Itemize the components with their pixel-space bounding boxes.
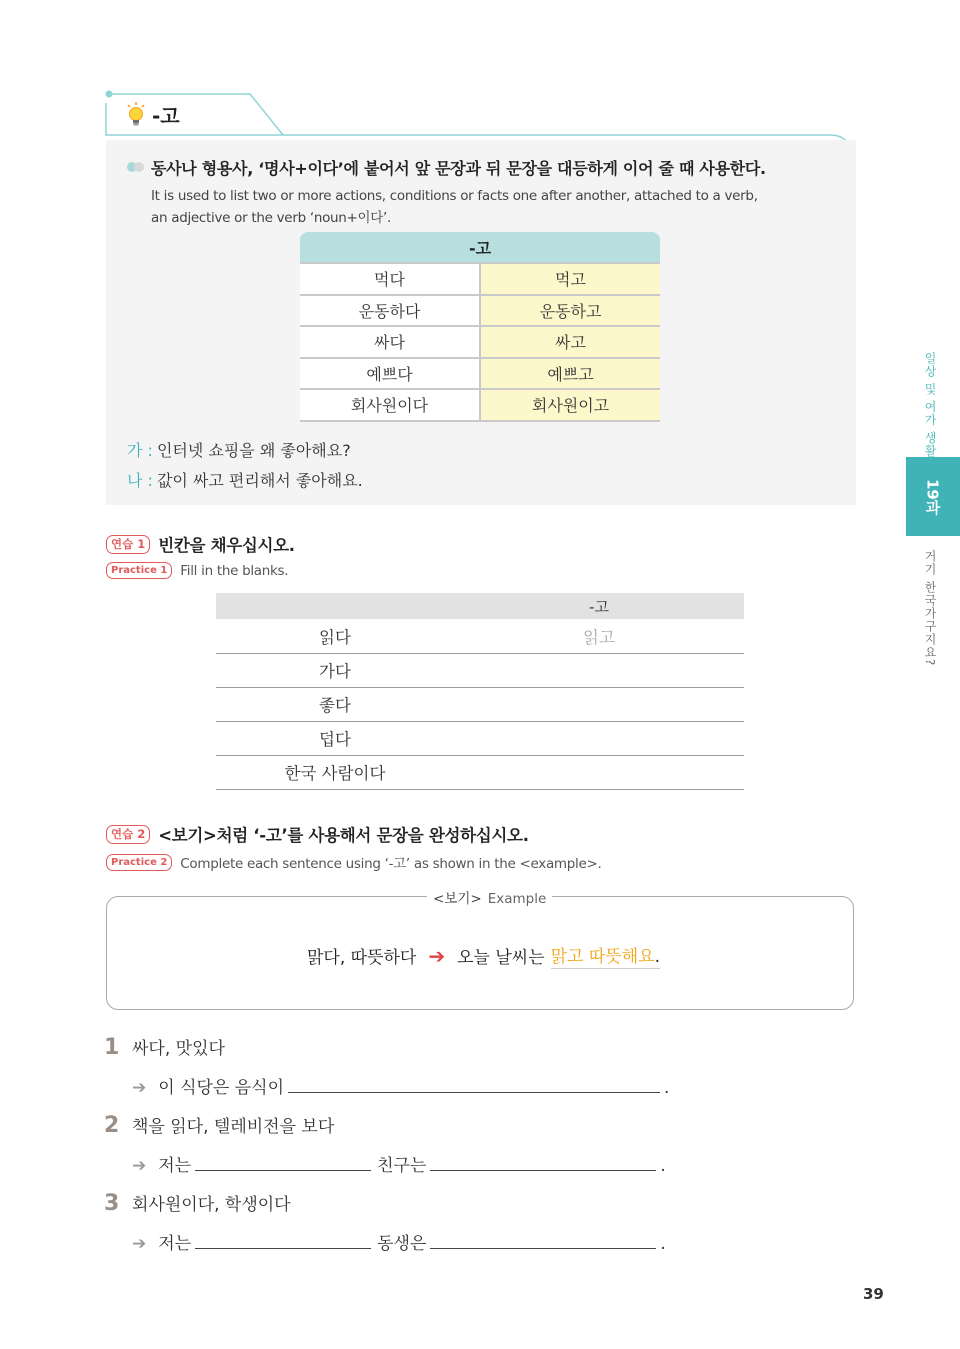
answer-blank[interactable] xyxy=(430,1153,656,1171)
table-row xyxy=(300,389,660,421)
practice1-badge-kr: 연습 1 xyxy=(106,535,150,554)
table-row xyxy=(300,358,660,390)
page-number: 39 xyxy=(863,1285,884,1303)
table-row xyxy=(300,263,660,295)
exercise-1-question xyxy=(104,1034,225,1060)
dialog-speaker: 가 : xyxy=(127,441,153,460)
example-label-en: Example xyxy=(487,891,547,907)
answer-blank[interactable] xyxy=(195,1231,371,1249)
fill-cell-answer[interactable]: 읽고 xyxy=(454,619,744,653)
grammar-desc-en-line1: It is used to list two or more actions, conditions or facts one after another, attached to a verb, xyxy=(151,188,758,204)
example-label xyxy=(427,887,552,907)
table-cell-form: 회사원이고 xyxy=(480,389,660,421)
practice2-badge-kr: 연습 2 xyxy=(106,825,150,844)
exercise-3-question xyxy=(104,1190,291,1216)
answer-blank[interactable] xyxy=(430,1231,656,1249)
exercise-lead: 이 식당은 음식이 xyxy=(158,1078,285,1098)
dialog-line-a xyxy=(127,438,351,461)
lightbulb-icon xyxy=(126,102,146,128)
grammar-desc-kr: 동사나 형용사, ‘명사+이다’에 붙어서 앞 문장과 뒤 문장을 대등하게 이어 줄 때 사용한다. xyxy=(151,159,766,178)
bullet-icon xyxy=(127,162,145,172)
table-cell-base: 싸다 xyxy=(300,326,480,358)
exercise-lead: 저는 xyxy=(158,1156,192,1176)
table-row xyxy=(300,295,660,327)
grammar-desc-en-line2: an adjective or the verb ‘noun+이다’. xyxy=(151,210,392,226)
fill-cell-base: 가다 xyxy=(216,653,454,687)
fill-cell-answer[interactable] xyxy=(454,721,744,755)
arrow-right-icon: ➔ xyxy=(132,1078,147,1098)
exercise-lead-2: 친구는 xyxy=(377,1156,427,1176)
conjugation-table xyxy=(300,232,660,422)
table-row xyxy=(216,619,744,653)
grammar-title xyxy=(126,100,180,129)
dialog-text: 인터넷 쇼핑을 왜 좋아해요? xyxy=(156,441,351,460)
exercise-1-answer: ➔ 이 식당은 음식이 . xyxy=(132,1073,669,1098)
practice1-title-kr: 빈칸을 채우십시오. xyxy=(158,536,295,555)
fill-cell-answer[interactable] xyxy=(454,755,744,789)
exercise-number: 2 xyxy=(104,1113,120,1138)
exercise-number: 1 xyxy=(104,1035,120,1060)
arrow-right-icon: ➔ xyxy=(132,1234,147,1254)
table-cell-base: 먹다 xyxy=(300,263,480,295)
exercise-lead: 저는 xyxy=(158,1234,192,1254)
dialog-line-b xyxy=(127,468,363,491)
table-cell-base: 회사원이다 xyxy=(300,389,480,421)
practice2-title xyxy=(106,822,529,846)
exercise-prompt: 책을 읽다, 텔레비전을 보다 xyxy=(132,1117,335,1137)
exercise-2-question xyxy=(104,1112,334,1138)
practice2-subtitle xyxy=(106,852,602,872)
arrow-right-icon: ➔ xyxy=(132,1156,147,1176)
table-cell-form: 먹고 xyxy=(480,263,660,295)
practice2-title-kr: <보기>처럼 ‘-고’를 사용해서 문장을 완성하십시오. xyxy=(158,826,529,845)
exercise-2-answer: ➔ 저는 친구는 . xyxy=(132,1151,666,1176)
exercise-prompt: 회사원이다, 학생이다 xyxy=(132,1195,291,1215)
practice1-title-en: Fill in the blanks. xyxy=(180,562,289,579)
table-row xyxy=(216,653,744,687)
fill-cell-base: 한국 사람이다 xyxy=(216,755,454,789)
table-cell-base: 예쁘다 xyxy=(300,358,480,390)
side-lesson-tab[interactable] xyxy=(906,457,960,536)
table-row xyxy=(216,721,744,755)
exercise-number: 3 xyxy=(104,1191,120,1216)
example-prompt: 맑다, 따뜻하다 xyxy=(307,948,417,968)
practice1-title xyxy=(106,532,295,556)
answer-blank[interactable] xyxy=(288,1075,660,1093)
example-label-kr: <보기> xyxy=(433,891,482,907)
grammar-description xyxy=(127,156,827,229)
table-cell-form: 운동하고 xyxy=(480,295,660,327)
example-sentence-start: 오늘 날씨는 xyxy=(457,948,545,968)
arrow-right-icon: ➔ xyxy=(428,943,446,968)
table-cell-form: 싸고 xyxy=(480,326,660,358)
exercise-prompt: 싸다, 맛있다 xyxy=(132,1039,225,1059)
fill-table-header-form: -고 xyxy=(454,593,744,619)
fill-table-header-base xyxy=(216,593,454,619)
fill-cell-base: 읽다 xyxy=(216,619,454,653)
side-lesson-label: 19과 xyxy=(923,478,942,515)
grammar-title-text: -고 xyxy=(152,104,180,128)
dialog-text: 값이 싸고 편리해서 좋아해요. xyxy=(156,471,363,490)
side-category-label: 일상 및 여가 생활 xyxy=(923,352,937,458)
table-row xyxy=(216,755,744,789)
fill-cell-base: 좋다 xyxy=(216,687,454,721)
practice2-badge-en: Practice 2 xyxy=(106,854,172,871)
practice2-title-en: Complete each sentence using ‘-고’ as shown in the <example>. xyxy=(180,856,602,872)
practice1-subtitle xyxy=(106,562,288,579)
example-answer: 맑고 따뜻해요. xyxy=(551,942,660,969)
exercise-lead-2: 동생은 xyxy=(377,1234,427,1254)
side-lesson-title: 거기 한국가구지요? xyxy=(923,550,937,667)
dialog-speaker: 나 : xyxy=(127,471,153,490)
fill-cell-answer[interactable] xyxy=(454,653,744,687)
table-cell-base: 운동하다 xyxy=(300,295,480,327)
fill-cell-answer[interactable] xyxy=(454,687,744,721)
fill-in-table xyxy=(216,593,744,790)
fill-cell-base: 덥다 xyxy=(216,721,454,755)
answer-blank[interactable] xyxy=(195,1153,371,1171)
exercise-3-answer: ➔ 저는 동생은 . xyxy=(132,1229,666,1254)
conjugation-table-header: -고 xyxy=(300,232,660,263)
example-content xyxy=(307,942,660,969)
table-row xyxy=(300,326,660,358)
practice1-badge-en: Practice 1 xyxy=(106,562,172,579)
table-row xyxy=(216,687,744,721)
table-cell-form: 예쁘고 xyxy=(480,358,660,390)
